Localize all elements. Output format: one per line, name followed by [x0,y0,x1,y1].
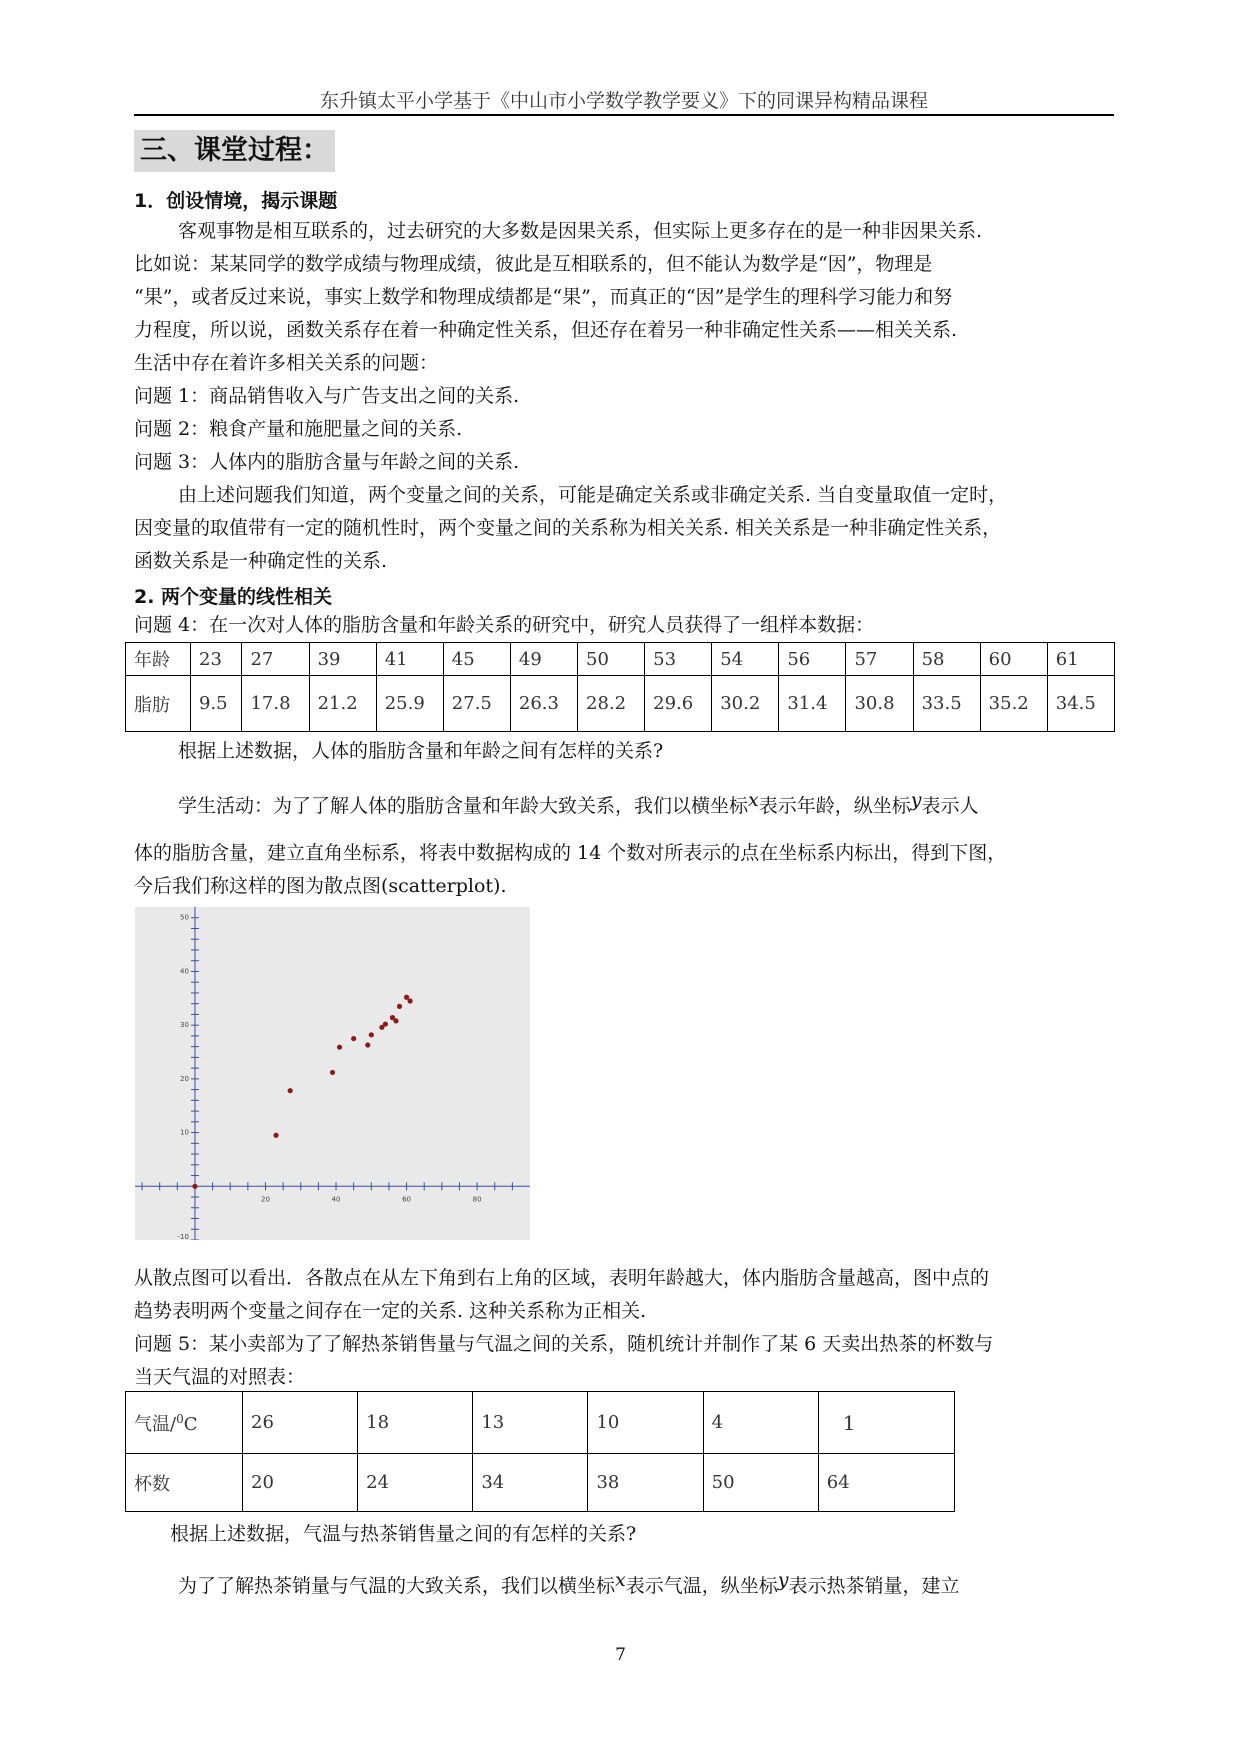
table-cell: 53 [645,643,712,676]
table-cell: 35.2 [980,676,1047,732]
table-cell: 54 [712,643,779,676]
table-row [126,676,1115,732]
data-point [273,1133,278,1138]
x-tick-label: 40 [331,1195,341,1204]
table-cell: 29.6 [645,676,712,732]
paragraph-line: 因变量的取值带有一定的随机性时，两个变量之间的关系称为相关关系. 相关关系是一种非确定性关系， [134,517,1002,539]
paragraph-line: 函数关系是一种确定性的关系. [134,550,388,572]
activity-line-3: 今后我们称这样的图为散点图(scatterplot). [134,875,507,897]
table-cell: 34.5 [1047,676,1114,732]
x-tick-label: 60 [402,1195,412,1204]
paragraph-line: 根据上述数据，人体的脂肪含量和年龄之间有怎样的关系? [178,740,664,762]
scatter-svg [135,907,530,1240]
table-cell: 23 [191,643,242,676]
data-point [365,1042,370,1047]
paragraph-line: 客观事物是相互联系的，过去研究的大多数是因果关系，但实际上更多存在的是一种非因果关系. [178,220,983,242]
data-point [192,1184,197,1189]
table-label-age: 年龄 [126,643,191,676]
last-line [134,1570,1114,1603]
table-cell: 58 [913,643,980,676]
table-cell: 27.5 [443,676,510,732]
paragraph-line: 力程度，所以说，函数关系存在着一种确定性关系，但还存在着另一种非确定性关系——相关关系. [134,319,958,341]
y-tick-label: 40 [180,967,189,976]
table-cell: 64 [818,1454,954,1512]
data-point [337,1045,342,1050]
paragraph-line: 根据上述数据，气温与热茶销售量之间的有怎样的关系? [170,1523,637,1545]
table-cell: 13 [473,1392,588,1454]
text-span: 为了了解热茶销量与气温的大致关系，我们以横坐标 [178,1575,616,1597]
data-point [369,1032,374,1037]
table-cell: 1 [818,1392,954,1454]
table-cell: 33.5 [913,676,980,732]
table-cell: 49 [510,643,577,676]
var-y: y [777,1569,789,1591]
paragraph-line: 从散点图可以看出．各散点在从左下角到右上角的区域，表明年龄越大，体内脂肪含量越高，图中点的 [134,1267,990,1289]
table-cell: 10 [588,1392,703,1454]
table-cell: 27 [242,643,309,676]
paragraph-line: 由上述问题我们知道，两个变量之间的关系，可能是确定关系或非确定关系. 当自变量取值一定时， [178,484,1008,506]
data-point [288,1088,293,1093]
table-cell: 61 [1047,643,1114,676]
paragraph-line: 当天气温的对照表： [134,1366,306,1388]
table-row [126,1392,955,1454]
activity-line-2: 体的脂肪含量，建立直角坐标系，将表中数据构成的 14 个数对所表示的点在坐标系内标出，得到下图， [134,842,1007,864]
data-point [393,1018,398,1023]
table-cell: 41 [376,643,443,676]
table-cell: 21.2 [309,676,376,732]
y-tick-label: 50 [180,913,189,922]
table-cell: 31.4 [779,676,846,732]
table-cell: 26 [243,1392,358,1454]
data-point [383,1021,388,1026]
text-span: 学生活动：为了了解人体的脂肪含量和年龄大致关系，我们以横坐标 [178,795,749,817]
question-3: 问题 3：人体内的脂肪含量与年龄之间的关系. [134,451,520,473]
table-cell: 34 [473,1454,588,1512]
table-cell: 25.9 [376,676,443,732]
question-2: 问题 2：粮食产量和施肥量之间的关系. [134,418,463,440]
table-row [126,1454,955,1512]
data-point [397,1004,402,1009]
table-row [126,643,1115,676]
temp-cups-table [125,1391,955,1512]
table-label-fat: 脂肪 [126,676,191,732]
table-cell: 24 [358,1454,473,1512]
y-tick-label: 20 [180,1074,189,1083]
table-cell: 20 [243,1454,358,1512]
temp-unit: C [183,1413,198,1435]
paragraph-line: 生活中存在着许多相关关系的问题： [134,352,439,374]
age-fat-table [125,642,1115,732]
text-span: 表示气温，纵坐标 [625,1575,778,1597]
paragraph-line: 比如说：某某同学的数学成绩与物理成绩，彼此是互相联系的，但不能认为数学是“因”，物理是 [134,253,933,275]
temp-label: 气温/ [134,1413,177,1435]
table-cell: 26.3 [510,676,577,732]
page-number: 7 [615,1645,626,1665]
table-cell: 45 [443,643,510,676]
text-span: 表示年龄，纵坐标 [758,795,911,817]
table-cell: 39 [309,643,376,676]
var-x: x [748,789,759,811]
degree-sup: 0 [176,1411,184,1426]
paragraph-line: 趋势表明两个变量之间存在一定的关系. 这种关系称为正相关. [134,1300,647,1322]
y-tick-label: -10 [177,1233,189,1240]
heading-2: 2. 两个变量的线性相关 [134,586,333,608]
text-span: 表示热茶销量，建立 [788,1575,960,1597]
page-header: 东升镇太平小学基于《中山市小学数学教学要义》下的同课异构精品课程 [319,90,928,112]
text-span: 表示人 [921,795,979,817]
table-cell: 30.8 [846,676,913,732]
paragraph-line: “果”，或者反过来说，事实上数学和物理成绩都是“果”，而真正的“因”是学生的理科学习能力和努 [134,286,953,308]
table-cell: 30.2 [712,676,779,732]
data-point [351,1036,356,1041]
data-point [330,1070,335,1075]
data-point [407,998,412,1003]
table-label-cups: 杯数 [126,1454,243,1512]
table-cell: 50 [703,1454,818,1512]
heading-1: 1．创设情境，揭示课题 [134,190,338,212]
header-rule [134,114,1114,116]
table-cell: 50 [578,643,645,676]
table-cell: 56 [779,643,846,676]
var-x: x [615,1569,626,1591]
activity-line-1 [134,790,1114,823]
question-1: 问题 1：商品销售收入与广告支出之间的关系. [134,385,520,407]
section-title: 三、课堂过程： [134,130,335,172]
table-cell: 60 [980,643,1047,676]
table-cell: 38 [588,1454,703,1512]
table-cell: 18 [358,1392,473,1454]
table-cell: 28.2 [578,676,645,732]
table-label-temp [126,1392,243,1454]
table-cell: 9.5 [191,676,242,732]
table-cell: 57 [846,643,913,676]
x-tick-label: 80 [472,1195,482,1204]
question-4: 问题 4：在一次对人体的脂肪含量和年龄关系的研究中，研究人员获得了一组样本数据： [134,614,875,636]
y-tick-label: 10 [180,1128,189,1137]
y-tick-label: 30 [180,1021,189,1030]
scatter-plot [135,907,530,1240]
x-tick-label: 20 [261,1195,270,1204]
question-5: 问题 5：某小卖部为了了解热茶销售量与气温之间的关系，随机统计并制作了某 6 天卖出热茶的杯数与 [134,1333,994,1355]
table-cell: 4 [703,1392,818,1454]
table-cell: 17.8 [242,676,309,732]
var-y: y [910,789,922,811]
